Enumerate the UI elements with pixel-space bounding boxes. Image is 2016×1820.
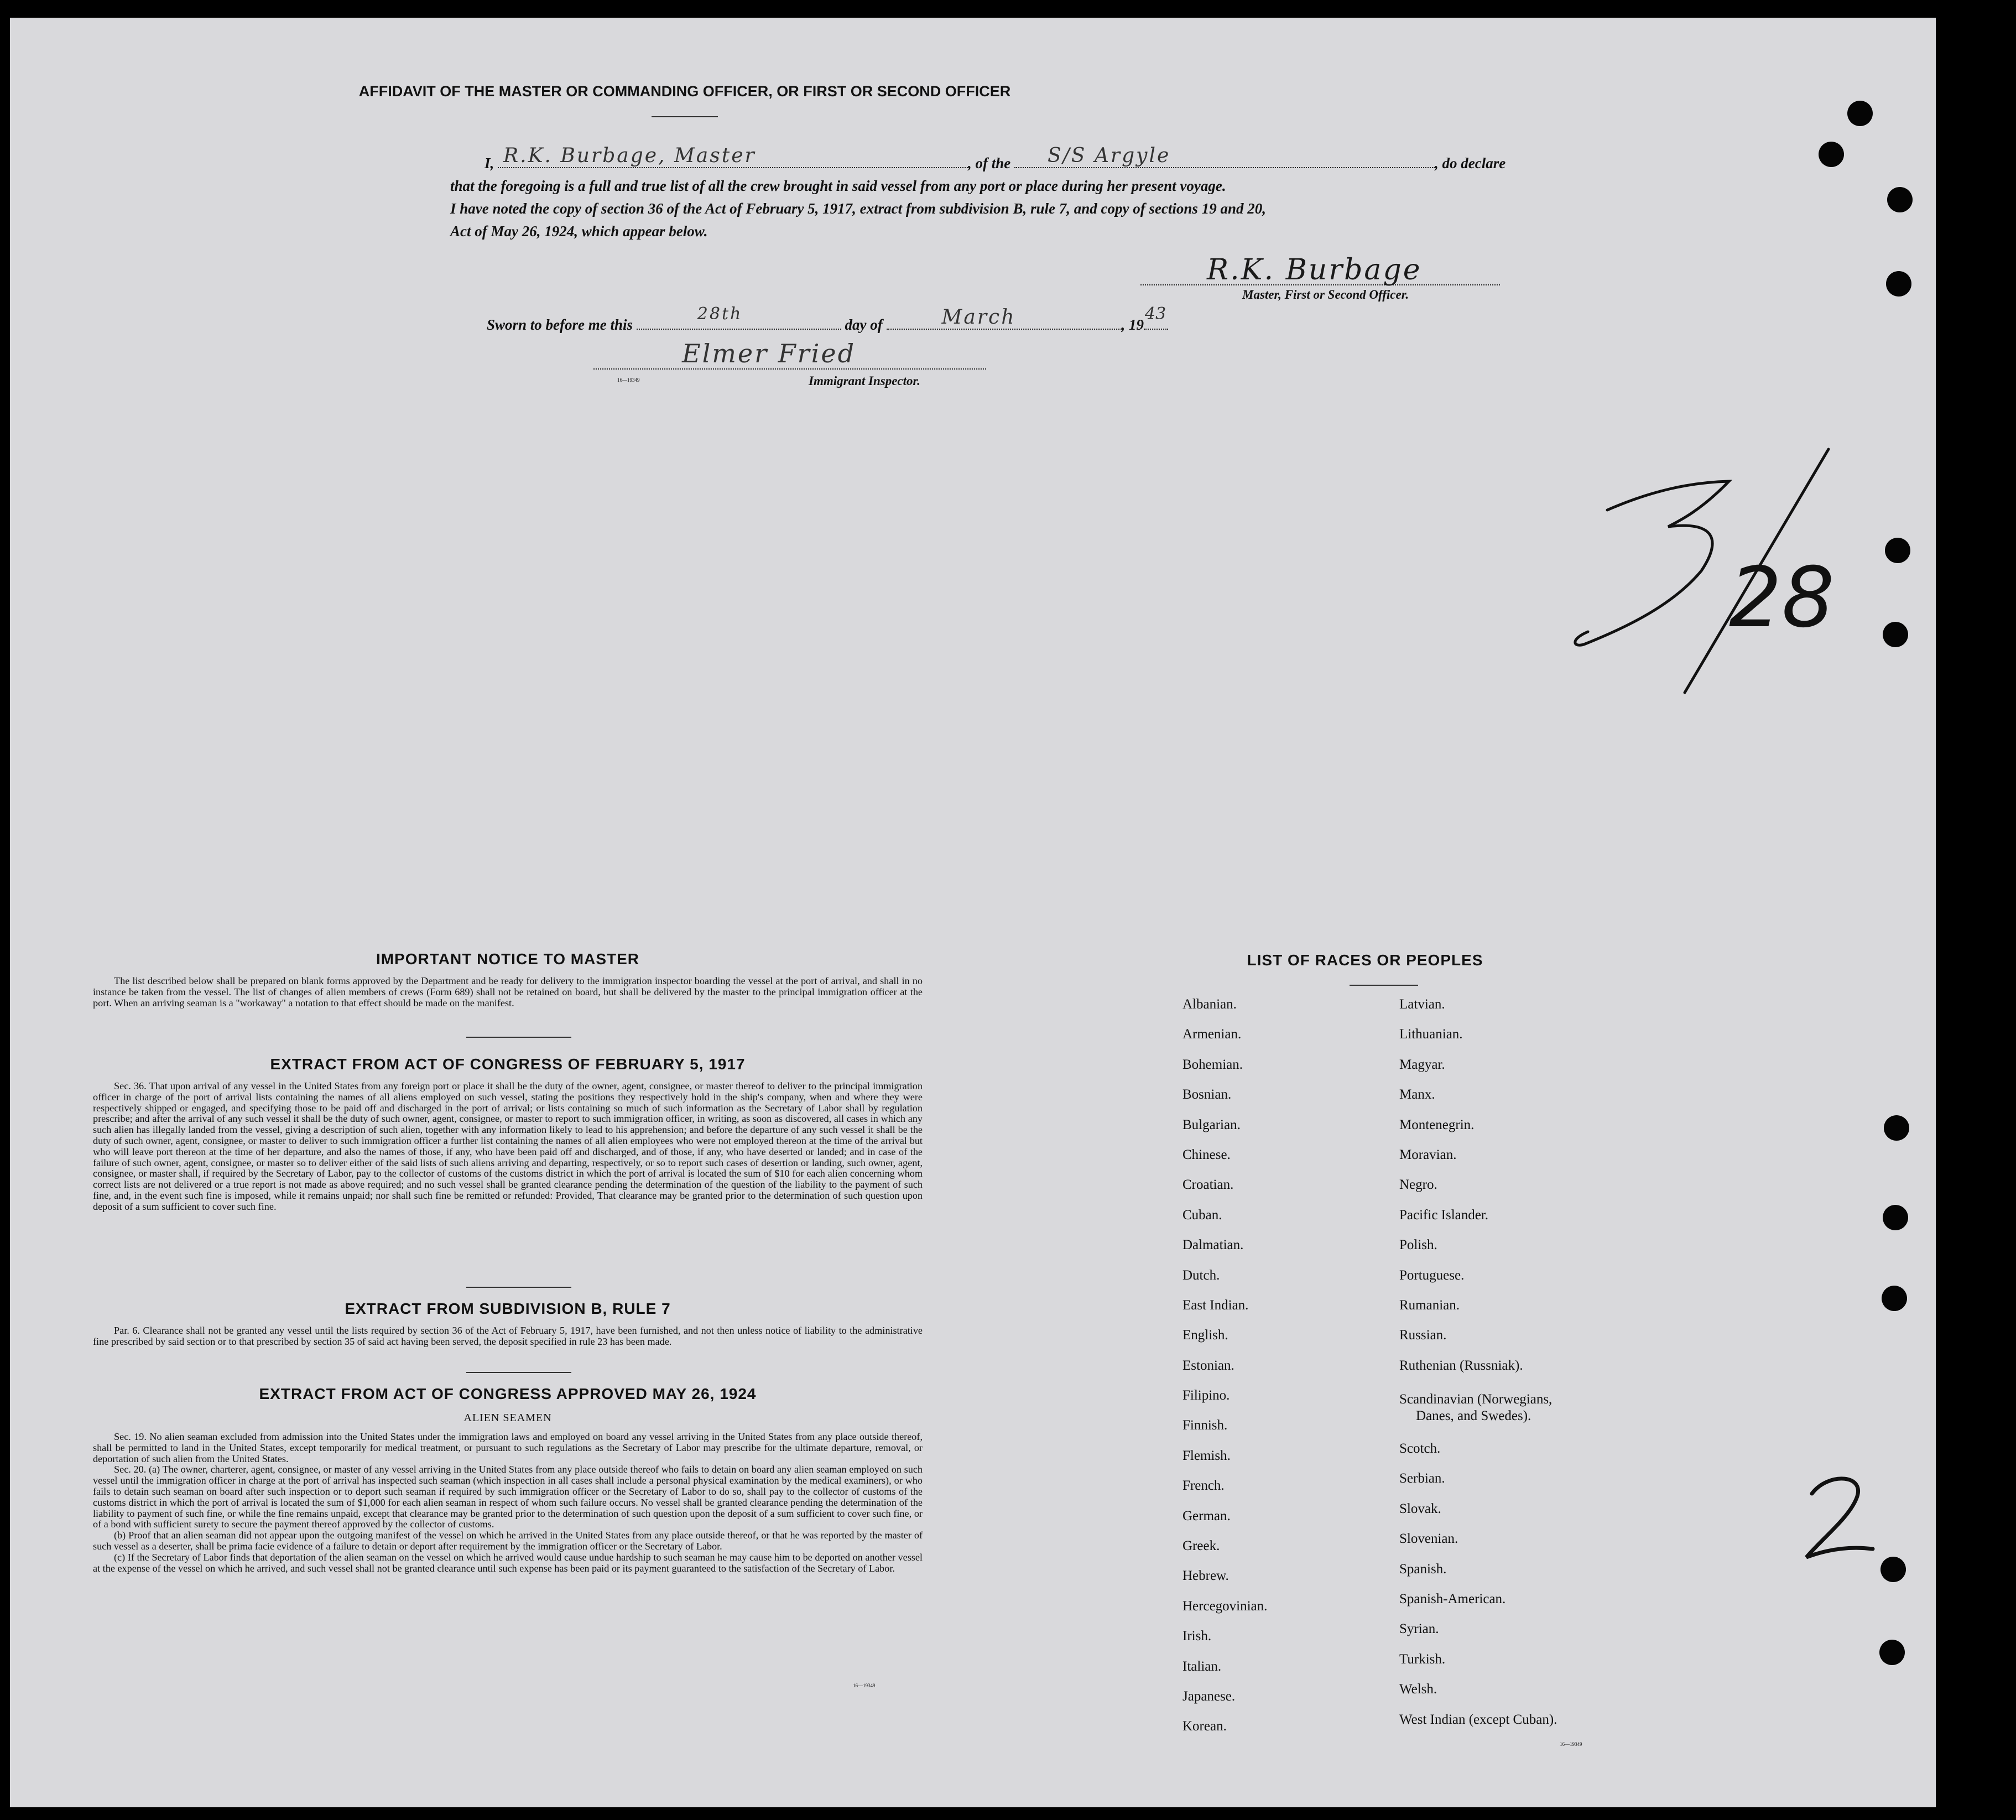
sworn-label: Sworn to before me this — [487, 316, 633, 333]
race-item: East Indian. — [1182, 1297, 1249, 1313]
extract-1917-text-block — [93, 1081, 923, 1213]
extract-1924-text-block — [93, 1432, 923, 1574]
race-item: Scandinavian (Norwegians, — [1399, 1392, 1553, 1407]
affidavit-title: AFFIDAVIT OF THE MASTER OR COMMANDING OFFICER, OR FIRST OR SECOND OFFICER — [358, 83, 1011, 100]
race-item: Portuguese. — [1399, 1267, 1465, 1283]
punch-hole — [1879, 1640, 1905, 1665]
rule7-text: Par. 6. Clearance shall not be granted any vessel until the lists required by section 36 of the Act of February 5, 1917, have been furnished, and not then unless notice of liability to the administrative fine prescribed by said section or to that prescribed by section 35 of said act having been served, the deposit specified in rule 23 has been made. — [93, 1325, 923, 1347]
race-item: Hercegovinian. — [1182, 1598, 1268, 1614]
race-item: Magyar. — [1399, 1057, 1445, 1072]
punch-hole — [1819, 142, 1844, 167]
race-item: Estonian. — [1182, 1358, 1234, 1373]
punch-hole — [1885, 538, 1910, 563]
notice-text-block — [93, 976, 923, 1008]
affidavit-declaration — [450, 144, 1529, 243]
master-signature: R.K. Burbage — [1207, 253, 1422, 287]
inspector-signature: Elmer Fried — [682, 339, 856, 368]
day-of-label: day of — [845, 316, 883, 333]
race-item: Chinese. — [1182, 1147, 1231, 1162]
punch-hole — [1883, 622, 1908, 647]
race-item: Filipino. — [1182, 1388, 1230, 1403]
punch-hole — [1847, 101, 1873, 126]
race-item: English. — [1182, 1328, 1228, 1343]
race-item: Bulgarian. — [1182, 1117, 1241, 1132]
race-item: Polish. — [1399, 1237, 1437, 1253]
extract-1924-title: EXTRACT FROM ACT OF CONGRESS APPROVED MAY 26, 1924 — [259, 1385, 757, 1402]
declaration-line-3: I have noted the copy of section 36 of the Act of February 5, 1917, extract from subdivision B, rule 7, and copy of sections 19 and 20, — [450, 200, 1266, 217]
punch-hole — [1882, 1286, 1907, 1311]
notice-title: IMPORTANT NOTICE TO MASTER — [376, 950, 640, 968]
vessel-name-handwriting: S/S Argyle — [1048, 144, 1171, 167]
punch-hole — [1886, 271, 1911, 297]
inspector-caption: Immigrant Inspector. — [809, 374, 920, 388]
races-left-column — [1182, 997, 1382, 1749]
race-item: Armenian. — [1182, 1027, 1242, 1042]
punch-hole — [1887, 187, 1913, 212]
master-name-field — [498, 144, 968, 168]
of-the-label: , of the — [968, 155, 1011, 171]
section-36-text: Sec. 36. That upon arrival of any vessel in the United States from any foreign port or place it shall be the duty of the owner, agent, consignee, or master thereof to deliver to the principal immigration officer in charge of the port of arrival lists containing the names of all aliens employed on such vessel, stating the positions they respectively hold in the ship's company, when and where they were respectively shipped or engaged, and specifying those to be paid off and discharged in the port of arrival; or lists containing so much of such information as the Secretary of Labor shall by regulation prescribe; and after the arrival of any such vessel it shall be the duty of such owner, agent, consignee, or master to report to such immigration officer, in writing, as soon as discovered, all cases in which any such alien has illegally landed from the vessel, giving a description of such alien, together with any information likely to lead to his apprehension; and before the departure of any such vessel it shall be the duty of such owner, agent, consignee, or master to deliver to such immigration officer a further list containing the names of all alien employees who were not employed thereon at the time of the arrival but who will leave port thereon at the time of her departure, and also the names of those, if any, who have been paid off and discharged, and of those, if any, who have deserted or landed; and in case of the failure of such owner, agent, consignee, or master so to deliver either of the said lists of such aliens arriving and departing, respectively, or so to report such cases of desertion or landing, such owner, agent, consignee, or master shall, if required by the Secretary of Labor, pay to the collector of customs of the customs district in which the port of arrival is located the sum of $10 for each alien concerning whom correct lists are not delivered or a true report is not made as above required; and no such vessel shall be granted clearance pending the determination of the question of the liability to the payment of such fine, and, in the event such fine is imposed, while it remains unpaid; nor shall such fine be remitted or refunded: Provided, That clearance may be granted prior to the determination of such question upon deposit of a sum sufficient to cover such fine. — [93, 1080, 923, 1212]
year-field — [1144, 304, 1168, 330]
race-item: Albanian. — [1182, 997, 1237, 1012]
month-handwriting: March — [941, 306, 1016, 329]
form-number: 16—19349 — [1560, 1741, 1582, 1747]
race-item: Cuban. — [1182, 1207, 1222, 1223]
race-item: Welsh. — [1399, 1682, 1437, 1697]
race-item: Finnish. — [1182, 1418, 1228, 1433]
race-item: Irish. — [1182, 1629, 1212, 1644]
section-20c-text: (c) If the Secretary of Labor finds that deportation of the alien seaman on the vessel on which he arrived would cause undue hardship to such seaman he may cause him to be deported on another vessel at the expense of the vessel on which he arrived, and such vessel shall not be granted clearance until such expense has been paid or its payment guaranteed to the satisfaction of the Secretary of Labor. — [93, 1551, 923, 1574]
signature-caption: Master, First or Second Officer. — [1242, 288, 1409, 301]
race-item: Bohemian. — [1182, 1057, 1243, 1072]
races-right-column — [1399, 997, 1665, 1742]
extract-1917-title: EXTRACT FROM ACT OF CONGRESS OF FEBRUARY 5, 1917 — [270, 1055, 746, 1073]
race-item: German. — [1182, 1508, 1231, 1523]
master-name-handwriting: R.K. Burbage, Master — [503, 144, 756, 167]
punch-hole — [1883, 1205, 1908, 1230]
divider — [466, 1372, 571, 1373]
section-19-text: Sec. 19. No alien seaman excluded from admission into the United States under the immigration laws and employed on board any vessel arriving in the United States from any place outside thereof, shall be permitted to land in the United States, except temporarily for medical treatment, or pursuant to such regulations as the Secretary of Labor may prescribe for the ultimate departure, removal, or deportation of such alien from the United States. — [93, 1431, 923, 1464]
race-item: West Indian (except Cuban). — [1399, 1712, 1557, 1727]
handwritten-page-number — [1795, 1466, 1884, 1566]
race-item: Italian. — [1182, 1658, 1222, 1674]
race-item: Montenegrin. — [1399, 1117, 1475, 1132]
race-item: Croatian. — [1182, 1177, 1234, 1193]
race-item: Turkish. — [1399, 1651, 1446, 1667]
races-title: LIST OF RACES OR PEOPLES — [1247, 951, 1483, 969]
race-item: Negro. — [1399, 1177, 1437, 1193]
punch-hole — [1884, 1115, 1909, 1141]
notice-text: The list described below shall be prepared on blank forms approved by the Department and be ready for delivery to the immigration inspector boarding the vessel at the port of arrival, and shall in no instance be taken from the vessel. The list of changes of alien members of crews (Form 689) shall not be retained on board, but shall be delivered by the master to the principal immigration officer at the port. When an arriving seaman is a "workaway" a notation to that effect should be made on the manifest. — [93, 975, 923, 1008]
race-item: Serbian. — [1399, 1471, 1445, 1486]
race-item: Syrian. — [1399, 1621, 1439, 1637]
race-item: Rumanian. — [1399, 1297, 1460, 1313]
year-prefix: , 19 — [1121, 316, 1144, 333]
day-handwriting: 28th — [697, 304, 743, 324]
declaration-line-2: that the foregoing is a full and true list of all the crew brought in said vessel from any port or place during her present voyage. — [450, 178, 1226, 194]
race-item: Lithuanian. — [1399, 1027, 1463, 1042]
race-item: Ruthenian (Russniak). — [1399, 1358, 1523, 1373]
do-declare-label: , do declare — [1435, 155, 1506, 171]
race-item: Spanish. — [1399, 1561, 1447, 1577]
master-signature-line — [1140, 240, 1500, 285]
extract-rule7-title: EXTRACT FROM SUBDIVISION B, RULE 7 — [345, 1300, 671, 1317]
handwritten-date-mark — [1563, 438, 1906, 704]
race-item: Scotch. — [1399, 1441, 1441, 1457]
divider — [1350, 985, 1418, 986]
race-item: Bosnian. — [1182, 1087, 1232, 1103]
race-item: Russian. — [1399, 1328, 1447, 1343]
race-item: Spanish-American. — [1399, 1592, 1506, 1607]
form-number: 16—19349 — [617, 377, 640, 383]
race-item: Japanese. — [1182, 1688, 1236, 1704]
date-mark-digits: 28 — [1729, 550, 1835, 646]
race-item: Dutch. — [1182, 1267, 1220, 1283]
extract-rule7-text-block — [93, 1325, 923, 1348]
race-item: Slovenian. — [1399, 1531, 1458, 1547]
race-item: Greek. — [1182, 1538, 1220, 1554]
race-item: Flemish. — [1182, 1448, 1231, 1463]
race-item: Moravian. — [1399, 1147, 1457, 1162]
year-handwriting: 43 — [1145, 304, 1166, 324]
inspector-signature-line — [593, 327, 986, 370]
i-label: I, — [485, 155, 494, 171]
race-item: Pacific Islander. — [1399, 1207, 1489, 1223]
document-page — [10, 18, 1936, 1807]
race-item: Dalmatian. — [1182, 1237, 1244, 1253]
section-20b-text: (b) Proof that an alien seaman did not appear upon the outgoing manifest of the vessel on which he arrived in the United States from any place outside thereof, or that he was reported by the master of such vessel as a deserter, shall be prima facie evidence of a failure to detain or deport after requirement by the immigration officer or the Secretary of Labor. — [93, 1530, 923, 1552]
race-item: Hebrew. — [1182, 1568, 1229, 1584]
form-number: 16—19349 — [853, 1683, 876, 1688]
divider — [652, 116, 718, 117]
divider — [466, 1287, 571, 1288]
race-item: Manx. — [1399, 1087, 1435, 1103]
race-item: Korean. — [1182, 1719, 1227, 1734]
punch-hole — [1880, 1557, 1906, 1582]
race-item: Slovak. — [1399, 1501, 1441, 1516]
vessel-name-field — [1014, 144, 1435, 168]
race-item: Danes, and Swedes). — [1416, 1408, 1531, 1424]
alien-seamen-subtitle: ALIEN SEAMEN — [463, 1412, 552, 1424]
race-item: French. — [1182, 1478, 1225, 1494]
declaration-line-4: Act of May 26, 1924, which appear below. — [450, 223, 708, 240]
section-20a-text: Sec. 20. (a) The owner, charterer, agent, consignee, or master of any vessel arriving in the United States from any place outside thereof who fails to detain on board any alien seaman employed on such vessel until the immigration officer in charge at the port of arrival has inspected such seaman (which inspection in all cases shall include a personal physical examination by the medical examiners), or who fails to detain such seaman on board after such inspection or to deport such seaman if required by such immigration officer or the Secretary of Labor to do so, shall pay to the collector of customs of the customs district in which the port of arrival is located the sum of $1,000 for each alien seaman in respect of whom such failure occurs. No vessel shall be granted clearance pending the determination of the liability to payment of such fine, or while the fine remains unpaid, except that clearance may be granted prior to the determination of such question upon the deposit of a sum sufficient to cover such fine, or of a bond with sufficient surety to secure the payment thereof approved by the collector of customs. — [93, 1464, 923, 1530]
divider — [466, 1037, 571, 1038]
race-item: Latvian. — [1399, 997, 1445, 1012]
